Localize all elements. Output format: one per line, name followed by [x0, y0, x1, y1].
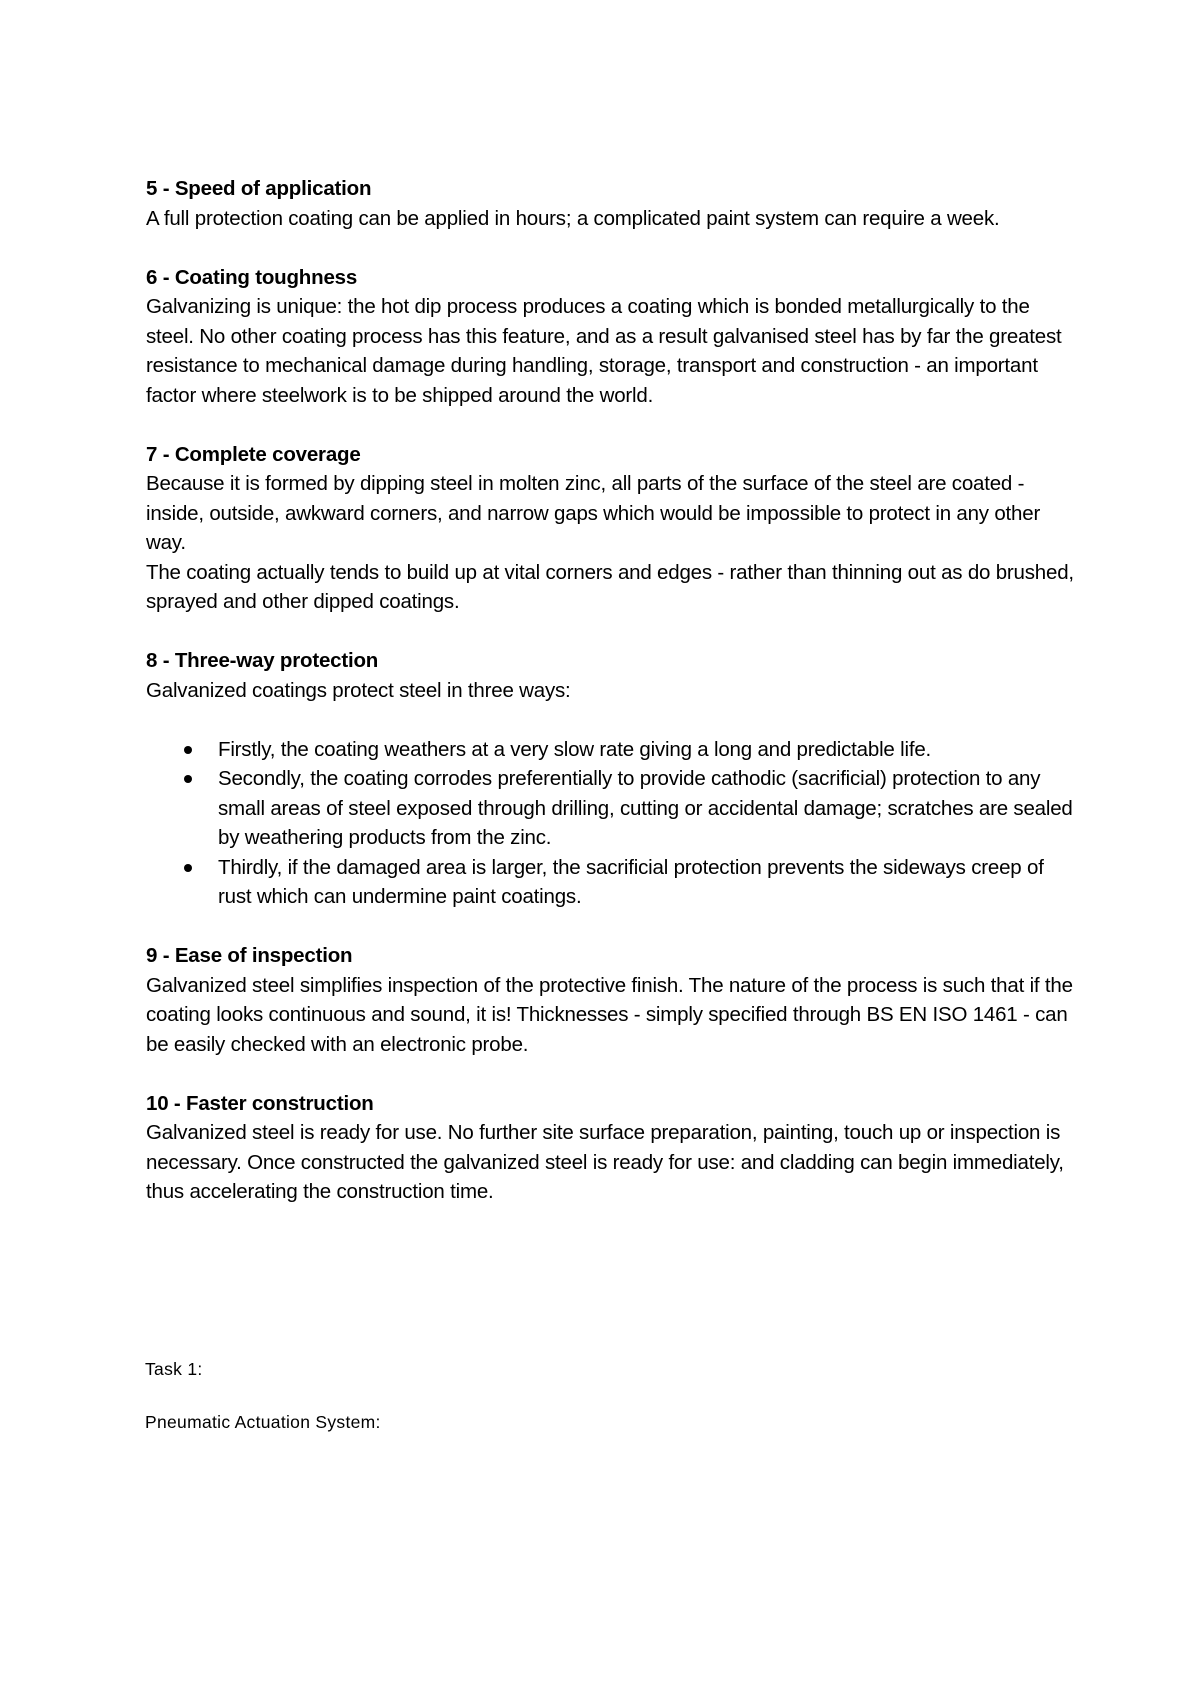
section-paragraph: A full protection coating can be applied in hours; a complicated paint system can require a week. [146, 206, 1000, 230]
task-label: Task 1: [145, 1359, 203, 1379]
section-paragraph: Because it is formed by dipping steel in molten zinc, all parts of the surface of the steel are coated - inside, outside, awkward corners, and narrow gaps which would be impossible to protect in any other way. [146, 472, 1041, 554]
section-heading: 9 - Ease of inspection [146, 944, 353, 967]
list-item [146, 853, 1076, 912]
section-heading: 7 - Complete coverage [146, 442, 361, 466]
section-complete-coverage [146, 440, 1076, 617]
section-heading: 6 - Coating toughness [146, 265, 358, 289]
section-paragraph: Galvanized steel simplifies inspection of the protective finish. The nature of the process is such that if the coating looks continuous and sound, it is! Thicknesses - simply specified through BS EN ISO 1461 - can be easily checked with an electronic probe. [146, 973, 1073, 1056]
bullet-icon [184, 775, 192, 783]
section-paragraph: Galvanized coatings protect steel in three ways: [146, 678, 571, 702]
list-item [146, 735, 1076, 765]
section-heading: 8 - Three-way protection [146, 649, 379, 672]
section-paragraph: The coating actually tends to build up at vital corners and edges - rather than thinning out as do brushed, sprayed and other dipped coatings. [146, 560, 1074, 613]
section-paragraph: Galvanized steel is ready for use. No further site surface preparation, painting, touch up or inspection is necessary. Once constructed the galvanized steel is ready for use: and cladding can begin immediately, thus accelerating the construction time. [146, 1121, 1064, 1203]
bullet-list [146, 735, 1076, 912]
section-speed-of-application [146, 174, 1076, 233]
document-body [146, 174, 1076, 1236]
list-item [146, 764, 1076, 853]
task-block [145, 1357, 381, 1434]
task-subtitle: Pneumatic Actuation System: [145, 1412, 381, 1432]
bullet-icon [184, 746, 192, 754]
section-heading: 10 - Faster construction [146, 1091, 374, 1115]
section-faster-construction [146, 1089, 1076, 1207]
section-coating-toughness [146, 263, 1076, 411]
section-heading: 5 - Speed of application [146, 177, 372, 200]
list-item-text: Secondly, the coating corrodes preferentially to provide cathodic (sacrificial) protection to any small areas of steel exposed through drilling, cutting or accidental damage; scratches are sealed by weathering products from the zinc. [218, 767, 1073, 849]
list-item-text: Firstly, the coating weathers at a very slow rate giving a long and predictable life. [218, 737, 932, 761]
section-ease-of-inspection [146, 941, 1076, 1059]
section-three-way-protection [146, 646, 1076, 912]
bullet-icon [184, 864, 192, 872]
section-paragraph: Galvanizing is unique: the hot dip process produces a coating which is bonded metallurgically to the steel. No other coating process has this feature, and as a result galvanised steel has by far the greatest resistance to mechanical damage during handling, storage, transport and construction - an important factor where steelwork is to be shipped around the world. [146, 295, 1062, 407]
list-item-text: Thirdly, if the damaged area is larger, the sacrificial protection prevents the sideways creep of rust which can undermine paint coatings. [218, 855, 1044, 908]
